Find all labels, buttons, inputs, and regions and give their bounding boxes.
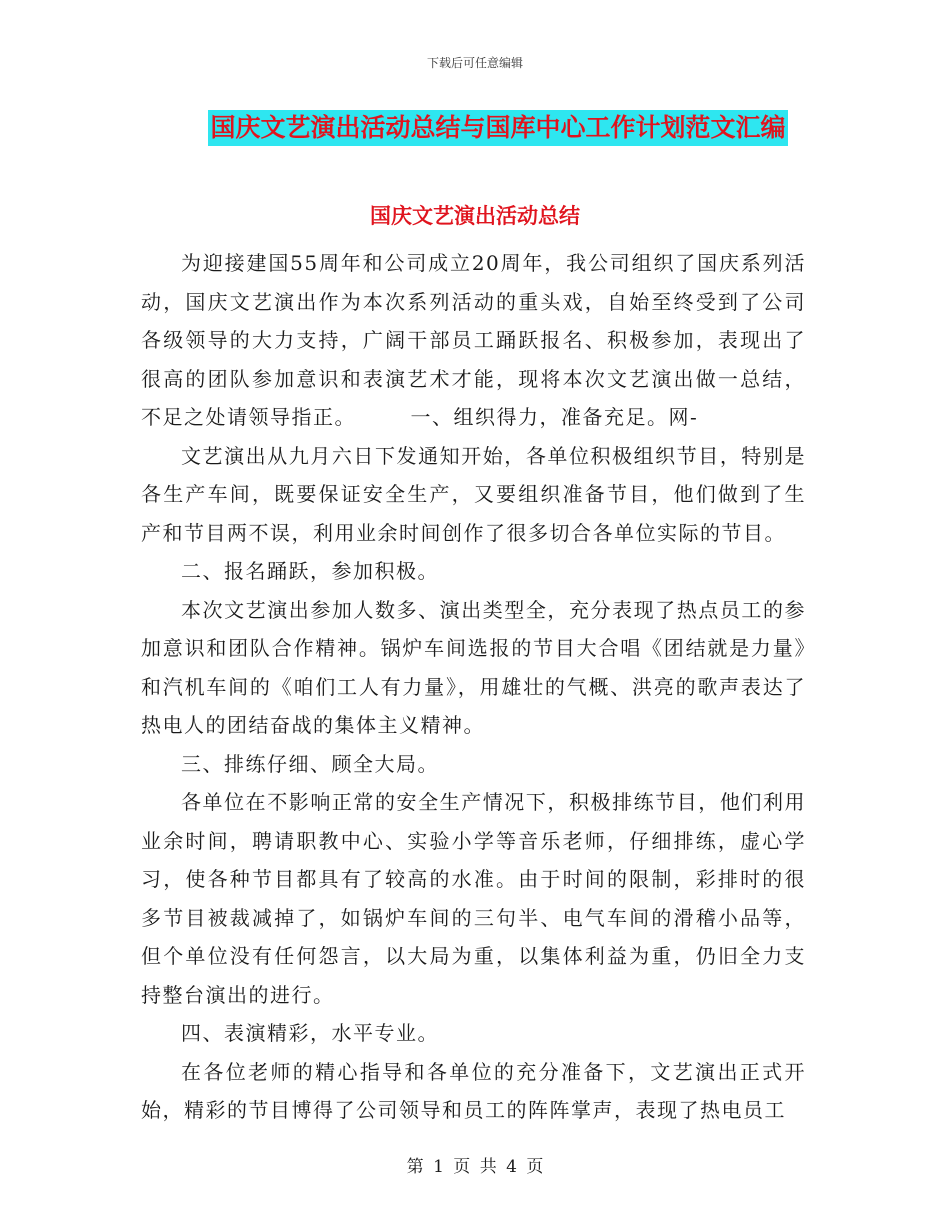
section-title: 国庆文艺演出活动总结 [370, 204, 580, 228]
section-heading: 四、表演精彩，水平专业。 [181, 1021, 439, 1045]
body-paragraph: 文艺演出从九月六日下发通知开始，各单位积极组织节目，特别是各生产车间，既要保证安全生产，又要组织准备节目，他们做到了生产和节目两不误，利用业余时间创作了很多切合各单位实际的节目。 [141, 443, 806, 545]
body-paragraph: 本次文艺演出参加人数多、演出类型全，充分表现了热点员工的参加意识和团队合作精神。锅炉车间选报的节目大合唱《团结就是力量》和汽机车间的《咱们工人有力量》，用雄壮的气概、洪亮的歌声表达了热电人的团结奋战的集体主义精神。 [141, 597, 806, 737]
body-paragraph: 在各位老师的精心指导和各单位的充分准备下，文艺演出正式开始，精彩的节目博得了公司领导和员工的阵阵掌声，表现了热电员工 [141, 1059, 806, 1122]
document-title: 国庆文艺演出活动总结与国库中心工作计划范文汇编 [208, 110, 787, 146]
page-number-footer: 第 1 页 共 4 页 [406, 1157, 544, 1177]
header-note: 下载后可任意编辑 [426, 56, 523, 70]
section-heading: 二、报名踊跃，参加积极。 [181, 559, 439, 583]
document-title-container [0, 110, 950, 146]
document-body [141, 244, 806, 1130]
body-paragraph: 为迎接建国55周年和公司成立20周年，我公司组织了国庆系列活动，国庆文艺演出作为本次系列活动的重头戏，自始至终受到了公司各级领导的大力支持，广阔干部员工踊跃报名、积极参加，表现出了很高的团队参加意识和表演艺术才能，现将本次文艺演出做一总结，不足之处请领导指正。 一、组织得力，准备充足。网- [141, 251, 806, 429]
section-heading: 三、排练仔细、顾全大局。 [181, 751, 439, 776]
body-paragraph: 各单位在不影响正常的安全生产情况下，积极排练节目，他们利用业余时间，聘请职教中心、实验小学等音乐老师，仔细排练，虚心学习，使各种节目都具有了较高的水准。由于时间的限制，彩排时的很多节目被裁减掉了，如锅炉车间的三句半、电气车间的滑稽小品等，但个单位没有任何怨言，以大局为重，以集体利益为重，仍旧全力支持整台演出的进行。 [141, 790, 806, 1007]
